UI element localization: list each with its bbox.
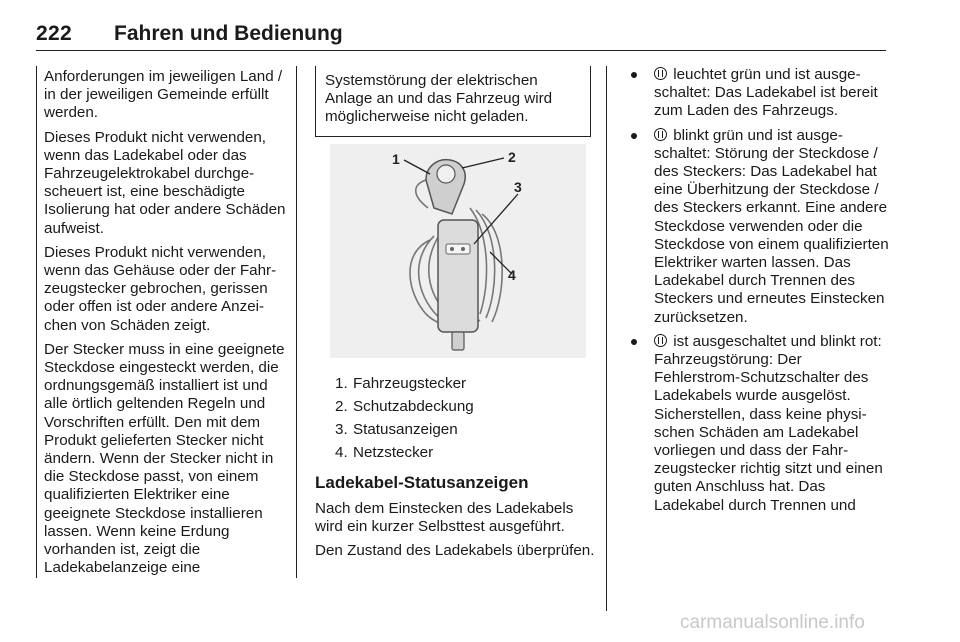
status-indicator-icon — [461, 247, 465, 251]
item-number: 1 . — [335, 372, 353, 395]
column-2-text — [315, 500, 595, 567]
watermark: carmanualsonline.info — [680, 612, 865, 633]
callout-number: 4 — [508, 267, 516, 283]
bullet-text: ist ausgeschaltet und blinkt rot: Fahrzeugstörung: Der Fehlerstrom-Schutzschalter des Ladekabels wurde ausgelöst. Sicherstellen, dass keine physischen Schäden am Ladekabel vorliegen und dass der Fahrzeugstecker richtig sitzt und einen guten Anschluss hat. Das Ladekabel durch Trennen und — [654, 332, 883, 514]
paragraph: Nach dem Einstecken des Ladekabels wird ein kurzer Selbsttest ausgeführt. — [315, 500, 574, 536]
plug-status-icon — [654, 67, 667, 80]
callout-line — [474, 194, 518, 244]
charging-cable-illustration — [330, 144, 586, 358]
callout-line — [462, 158, 504, 168]
item-label: Fahrzeugstecker — [353, 375, 467, 392]
bullet-icon — [631, 339, 637, 345]
cable-loop — [482, 214, 502, 322]
list-item — [335, 372, 585, 395]
protective-cap — [437, 165, 455, 183]
paragraph: Der Stecker muss in eine geeignete Steckdose eingesteckt werden, die ordnungsgemäß installiert ist und alle örtlich geltenden Regeln und Vorschriften erfüllt. Den mit dem Produkt gelieferten Stecker nicht ändern. Wenn der Stecker nicht in die Steckdose passt, von einem qualifizierten Elektriker eine geeignete Steckdose installieren lassen. Wenn keine Erdung vorhanden ist, zeigt die Ladekabelanzeige eine — [44, 340, 285, 577]
paragraph: Den Zustand des Ladekabels überprüfen. — [315, 542, 595, 560]
cable-loop — [416, 180, 428, 208]
page-number: 222 — [36, 22, 72, 45]
item-label: Netzstecker — [353, 444, 434, 461]
item-number: 2 . — [335, 395, 353, 418]
charging-cable-figure — [330, 144, 586, 358]
bullet-icon — [631, 133, 637, 139]
list-item — [335, 441, 585, 464]
plug-status-icon — [654, 128, 667, 141]
callout-number: 3 — [514, 179, 522, 195]
callout-number: 1 — [392, 151, 400, 167]
warning-box — [315, 66, 591, 137]
bullet-icon — [631, 72, 637, 78]
item-label: Statusanzeigen — [353, 421, 458, 438]
bullet-text: blinkt grün und ist ausgeschaltet: Störung der Steckdose / des Steckers: Das Ladekabel hat eine Überhitzung der Steckdose / des Steckers erkannt. Eine andere Steckdose verwenden oder die Steckdose von einem qualifizierten Elektriker warten lassen. Das Ladekabel durch Trennen des Steckers und erneutes Einstecken zurücksetzen. — [654, 126, 889, 326]
item-number: 4 . — [335, 441, 353, 464]
item-label: Schutzabdeckung — [353, 398, 474, 415]
plug-status-icon — [654, 334, 667, 347]
list-item — [335, 395, 585, 418]
list-item — [628, 66, 890, 121]
page-header — [36, 22, 886, 51]
list-item — [628, 127, 890, 327]
status-bullet-list — [628, 66, 890, 521]
chapter-title: Fahren und Bedienung — [114, 22, 343, 45]
list-item — [628, 333, 890, 515]
column-1 — [44, 68, 290, 583]
column-divider-mid-left — [296, 66, 297, 578]
paragraph: Dieses Produkt nicht verwenden, wenn das Ladekabel oder das Fahrzeugelektrokabel durchgescheuert ist, eine beschädigte Isolierung hat oder andere Schäden aufweist. — [44, 128, 286, 237]
callout-number: 2 — [508, 149, 516, 165]
callout-line — [404, 160, 430, 174]
item-number: 3 . — [335, 418, 353, 441]
paragraph: Anforderungen im jeweiligen Land / in der jeweiligen Gemeinde erfüllt werden. — [44, 68, 283, 122]
control-box — [438, 220, 478, 332]
column-divider-mid-right — [606, 66, 607, 611]
status-indicator-icon — [450, 247, 454, 251]
mains-plug — [452, 332, 464, 350]
bullet-text: leuchtet grün und ist ausgeschaltet: Das Ladekabel ist bereit zum Laden des Fahrzeugs. — [654, 66, 878, 120]
column-divider-left — [36, 66, 37, 578]
status-display — [446, 244, 470, 254]
list-item — [335, 418, 585, 441]
parts-list — [335, 372, 585, 464]
warning-text: Systemstörung der elektrischen Anlage an und das Fahrzeug wird möglicherweise nicht geladen. — [325, 72, 553, 126]
paragraph: Dieses Produkt nicht verwenden, wenn das Gehäuse oder der Fahrzeugstecker gebrochen, gerissen oder offen ist oder andere Anzeichen von Schäden zeigt. — [44, 243, 277, 334]
section-heading: Ladekabel-Statusanzeigen — [315, 473, 529, 492]
